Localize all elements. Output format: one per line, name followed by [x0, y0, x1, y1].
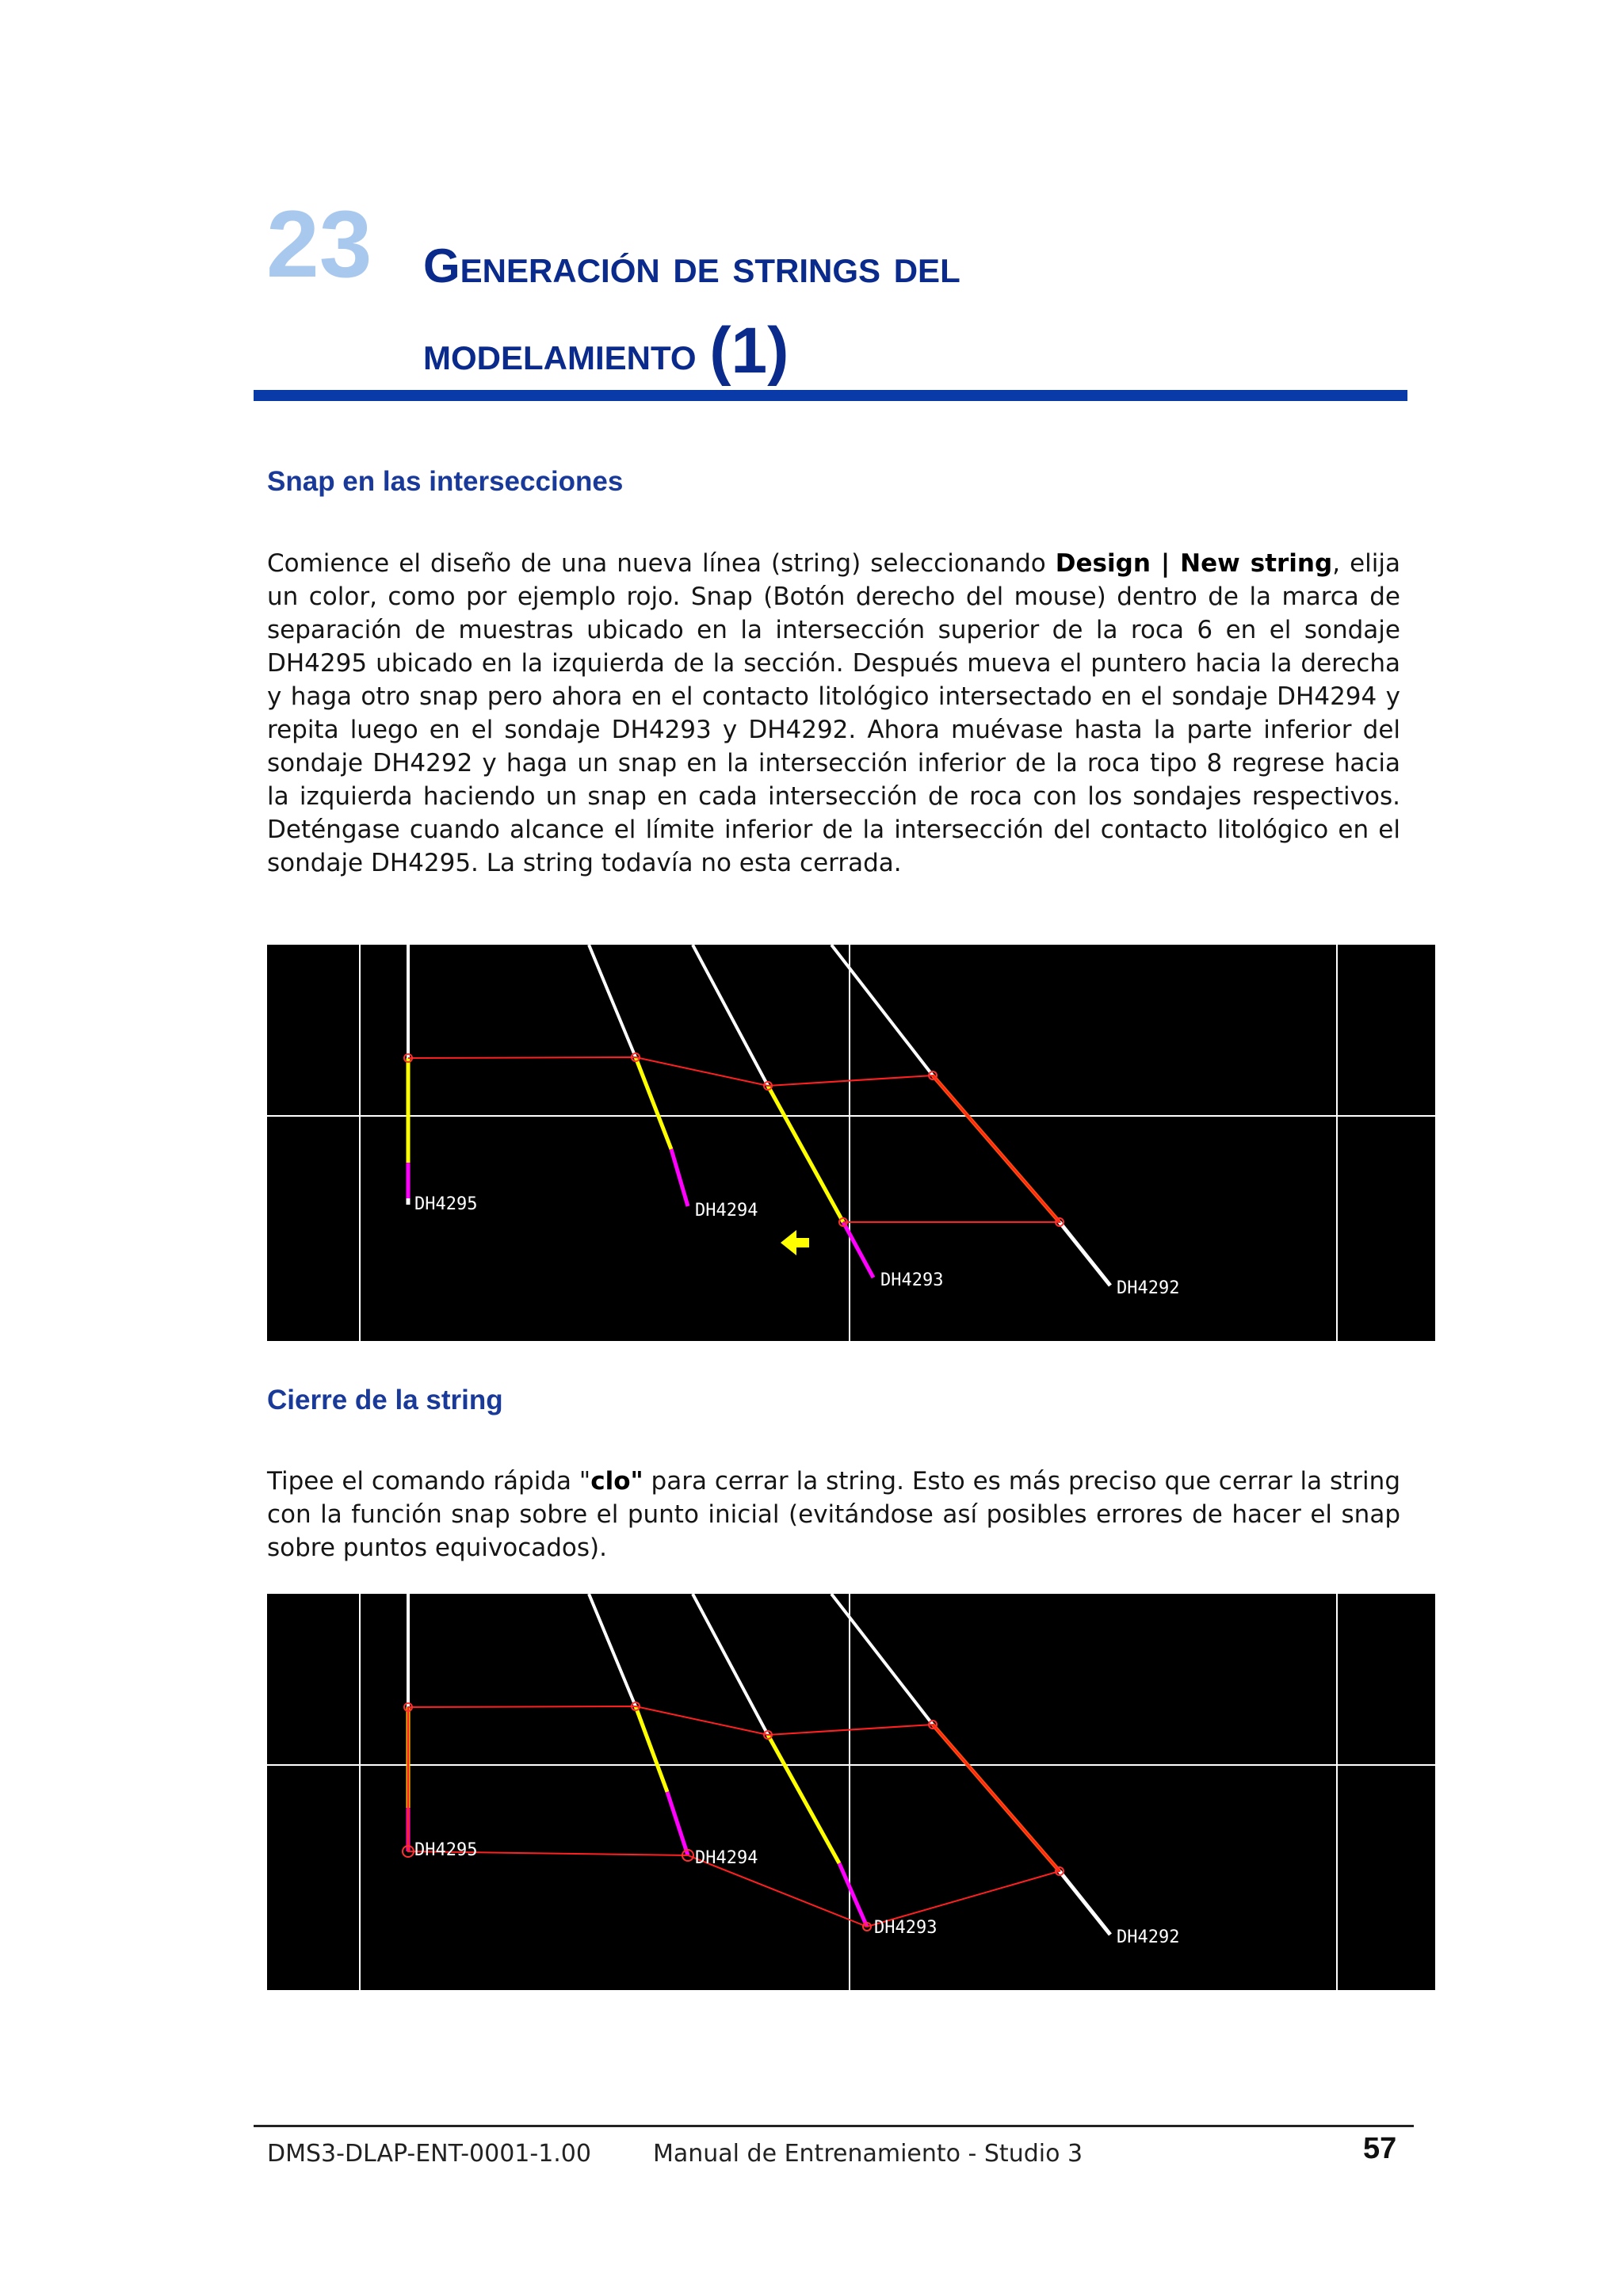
footer-manual-title: Manual de Entrenamiento - Studio 3: [653, 2140, 1083, 2168]
menu-path-design-new-string: Design | New string: [1055, 549, 1333, 578]
title-underline: [254, 390, 1407, 401]
figure-snap-intersections: [267, 945, 1435, 1341]
label-dh4292: DH4292: [1117, 1278, 1180, 1298]
section-view-1: [267, 945, 1435, 1341]
label-dh4292: DH4292: [1117, 1927, 1180, 1947]
page-number: 57: [1363, 2132, 1397, 2165]
section-title-cierre: Cierre de la string: [267, 1385, 503, 1415]
label-dh4295: DH4295: [414, 1840, 478, 1860]
label-dh4295: DH4295: [414, 1194, 478, 1214]
paragraph-snap-rest: , elija un color, como por ejemplo rojo. Snap (Botón derecho del mouse) dentro de la marca de separación de muestras ubicado en la intersección superior de la roca 6 en el sondaje DH4295 ubicado en la izquierda de la sección. Después mueva el puntero hacia la derecha y haga otro snap pero ahora en el contacto litológico intersectado en el sondaje DH4294 y repita luego en el sondaje DH4293 y DH4292. Ahora muévase hasta la parte inferior del sondaje DH4292 y haga un snap en la intersección inferior de la roca tipo 8 regrese hacia la izquierda haciendo un snap en cada intersección de roca con los sondajes respectivos. Deténgase cuando alcance el límite inferior de la intersección del contacto litológico en el sondaje DH4295. La string todavía no esta cerrada.: [267, 549, 1401, 877]
section-title-snap: Snap en las intersecciones: [267, 466, 624, 497]
paragraph-cierre-rest: para cerrar la string. Esto es más preciso que cerrar la string con la función snap sobre el punto inicial (evitándose así posibles errores de hacer el snap sobre puntos equivocados).: [267, 1467, 1400, 1562]
label-dh4293: DH4293: [874, 1918, 938, 1938]
paragraph-snap-start: Comience el diseño de una nueva línea (string) seleccionando: [267, 549, 1056, 578]
paragraph-cierre-start: Tipee el comando rápida ": [267, 1467, 591, 1496]
arrow-left-icon: [781, 1230, 809, 1255]
section-view-2: [267, 1594, 1435, 1990]
label-dh4293: DH4293: [880, 1270, 944, 1290]
chapter-title-suffix: (1): [709, 315, 789, 387]
command-clo: clo": [590, 1467, 643, 1496]
chapter-title-text-2: modelamiento: [423, 327, 697, 380]
label-dh4294: DH4294: [695, 1201, 758, 1221]
paragraph-snap: [267, 547, 1400, 880]
figure-closed-string: [267, 1594, 1435, 1990]
chapter-title-line-1: [423, 239, 960, 292]
paragraph-cierre: [267, 1465, 1400, 1564]
footer-rule: [254, 2125, 1414, 2127]
footer-doc-code: DMS3-DLAP-ENT-0001-1.00: [267, 2140, 591, 2168]
chapter-title-text-1: Generación de strings del: [423, 239, 960, 292]
chapter-number: 23: [266, 191, 372, 297]
chapter-title-line-2: [423, 315, 789, 387]
label-dh4294: DH4294: [695, 1848, 758, 1868]
